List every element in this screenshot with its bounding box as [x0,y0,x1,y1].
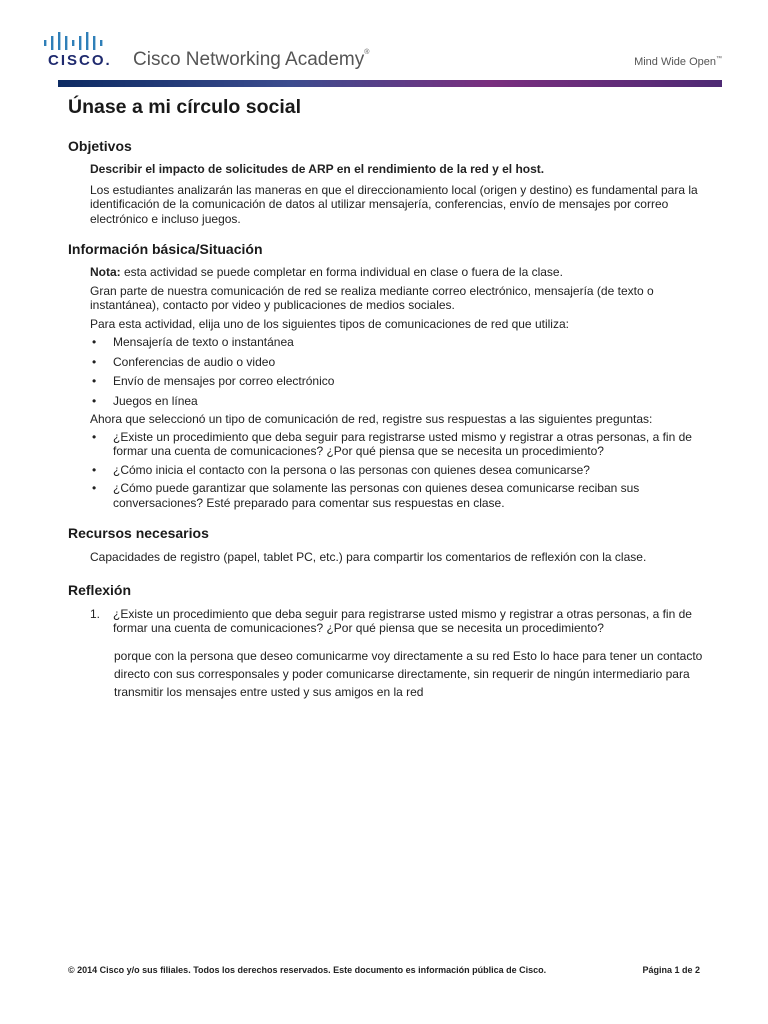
document-body [68,96,708,701]
header-gradient-rule [58,80,722,87]
page-header [0,0,768,88]
objectives-heading: Objetivos [68,138,132,154]
bullet-icon: • [92,462,97,477]
objectives-text: Los estudiantes analizarán las maneras en que el direccionamiento local (origen y destino) es fundamental para la identificación de la comunicación de datos al utilizar mensajería, conferencias, envío de mensajes por correo electrónico e incluso juegos. [90,182,698,226]
cisco-logo-bars-icon [44,30,114,50]
page-number: Página 1 de 2 [642,965,700,975]
list-item: • Mensajería de texto o instantánea [92,335,294,349]
background-paragraph-1: Gran parte de nuestra comunicación de red se realiza mediante correo electrónico, mensajería (de texto o instantánea), contacto por video y publicaciones de medios sociales. [90,283,654,312]
list-item: • ¿Existe un procedimiento que deba seguir para registrarse usted mismo y registrar a otras personas, a fin de formar una cuenta de comunicaciones? ¿Por qué piensa que se necesita un procedimiento? [92,429,692,458]
reflection-question: ¿Existe un procedimiento que deba seguir para registrarse usted mismo y registrar a otras personas, a fin de formar una cuenta de comunicaciones? ¿Por qué piensa que se necesita un procedimiento? [113,606,692,635]
page-footer [68,965,700,975]
list-item: • Juegos en línea [92,393,198,408]
reflection-answer: porque con la persona que deseo comunicarme voy directamente a su red Esto lo hace para tener un contacto directo con sus corresponsales y poder comunicarse directamente, sin requerir de ningún intermediario para transmitir los mensajes entre usted y sus amigos en la red [114,648,703,699]
bullet-icon: • [92,429,97,444]
resources-heading: Recursos necesarios [68,525,209,541]
communication-types-list [68,335,708,408]
reflection-heading: Reflexión [68,581,132,598]
note-paragraph [90,265,708,280]
page-title: Únase a mi círculo social [68,96,302,118]
objective-statement: Describir el impacto de solicitudes de ARP en el rendimiento de la red y el host. [90,162,545,176]
questions-list [68,430,708,511]
note-text: esta actividad se puede completar en forma individual en clase o fuera de la clase. [120,265,563,279]
list-item: • Conferencias de audio o video [92,354,276,369]
bullet-icon: • [92,374,97,388]
background-paragraph-2: Para esta actividad, elija uno de los siguientes tipos de comunicaciones de red que utiliza: [90,316,569,331]
background-heading: Información básica/Situación [68,241,263,257]
bullet-icon: • [92,481,97,495]
cisco-logo-text: CISCO. [48,52,112,69]
academy-name: Cisco Networking Academy® [133,49,370,70]
background-paragraph-3: Ahora que seleccionó un tipo de comunicación de red, registre sus respuestas a las siguientes preguntas: [90,412,653,426]
bullet-icon: • [92,335,97,349]
list-item [68,607,708,636]
copyright-text: © 2014 Cisco y/o sus filiales. Todos los derechos reservados. Este documento es información pública de Cisco. [68,965,547,975]
bullet-icon: • [92,354,97,369]
bullet-icon: • [92,393,97,408]
list-item: • ¿Cómo puede garantizar que solamente las personas con quienes desea comunicarse reciban sus conversaciones? Esté preparado para comentar sus respuestas en clase. [92,481,640,510]
list-item: • Envío de mensajes por correo electrónico [92,374,335,388]
reflection-list [68,607,708,636]
tagline: Mind Wide Open™ [634,56,722,68]
resources-text: Capacidades de registro (papel, tablet PC, etc.) para compartir los comentarios de reflexión con la clase. [90,550,647,564]
list-item: • ¿Cómo inicia el contacto con la persona o las personas con quienes desea comunicarse? [92,462,590,477]
item-number: 1. [90,606,101,621]
note-label: Nota: [90,265,121,279]
